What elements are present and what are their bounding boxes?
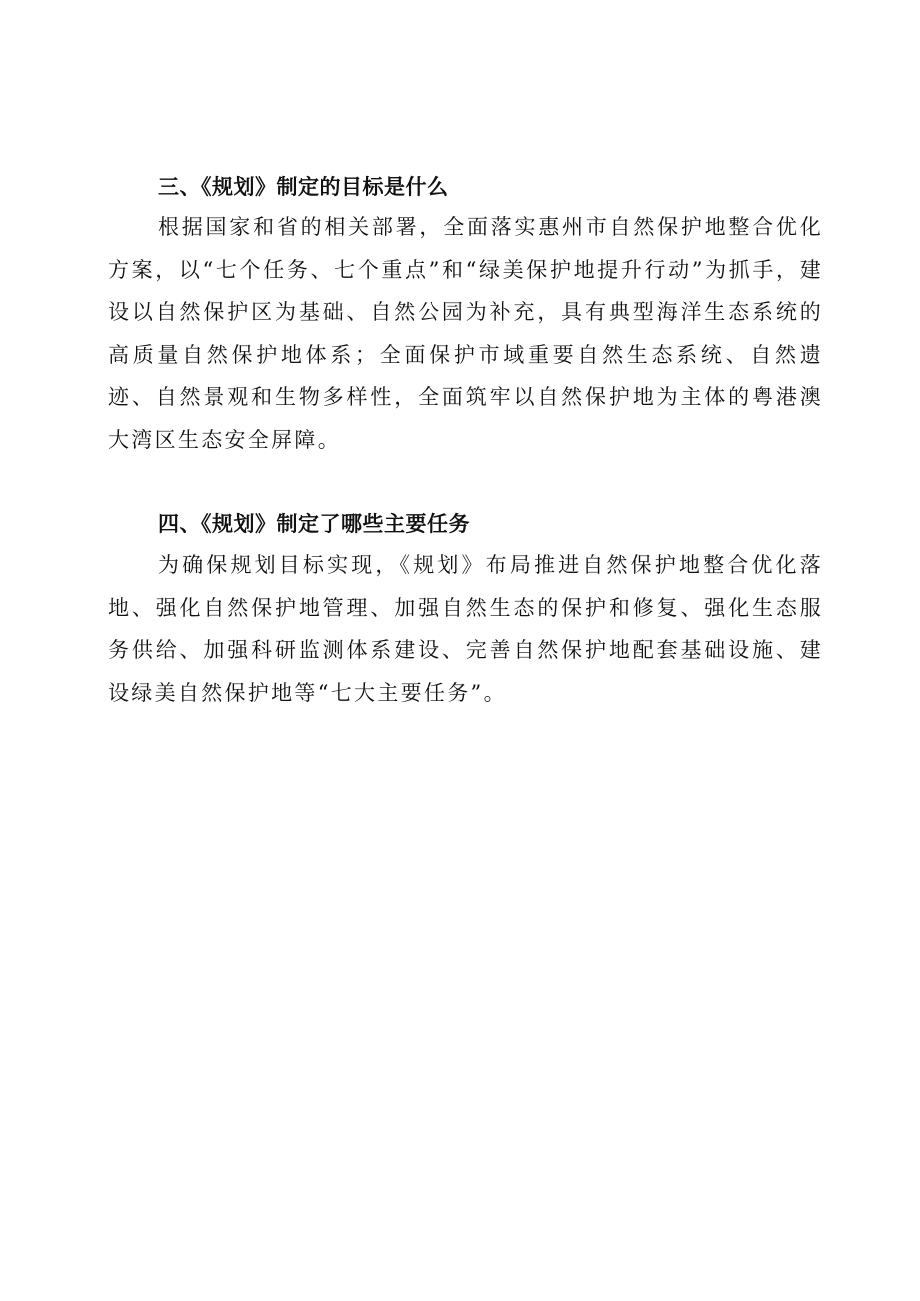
section-heading: 四、《规划》制定了哪些主要任务 [158, 512, 470, 536]
section-paragraph: 为确保规划目标实现，《规划》布局推进自然保护地整合优化落地、强化自然保护地管理、加强自然生态的保护和修复、强化生态服务供给、加强科研监测体系建设、完善自然保护地配套基础设施、建设绿美自然保护地等“七大主要任务”。 [108, 553, 823, 705]
section-heading: 三、《规划》制定的目标是什么 [158, 175, 449, 199]
section-goals [108, 172, 823, 462]
section-tasks [108, 509, 823, 714]
section-paragraph: 根据国家和省的相关部署，全面落实惠州市自然保护地整合优化方案，以“七个任务、七个重点”和“绿美保护地提升行动”为抓手，建设以自然保护区为基础、自然公园为补充，具有典型海洋生态系统的高质量自然保护地体系；全面保护市域重要自然生态系统、自然遗迹、自然景观和生物多样性，全面筑牢以自然保护地为主体的粤港澳大湾区生态安全屏障。 [108, 215, 823, 452]
